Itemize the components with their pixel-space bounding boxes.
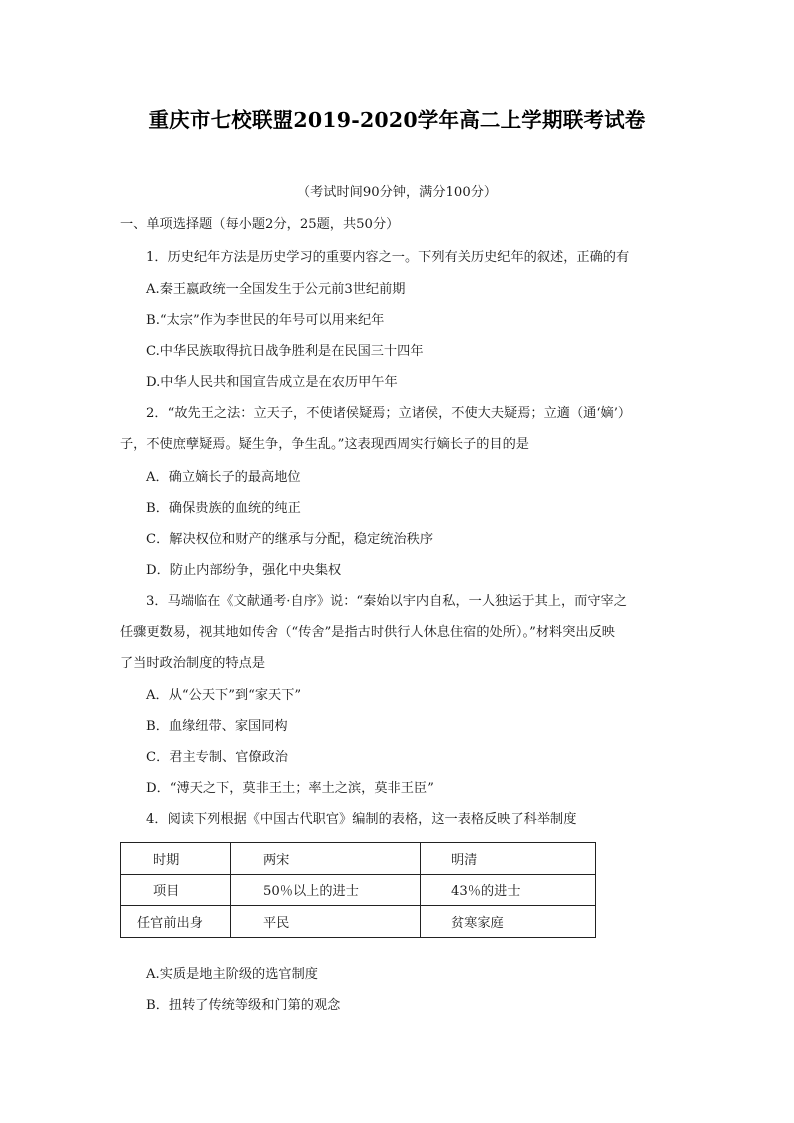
q1-option-b: B.“太宗”作为李世民的年号可以用来纪年 <box>146 313 385 328</box>
q3-option-a: A．从“公天下”到“家天下” <box>146 688 302 703</box>
table-cell: 项目 <box>121 874 231 906</box>
table-row <box>121 906 596 938</box>
table-header-cell: 两宋 <box>231 843 421 875</box>
q3-option-b: B．血缘纽带、家国同构 <box>146 719 288 734</box>
q2-option-a: A．确立嫡长子的最高地位 <box>146 470 301 485</box>
q2-option-c: C．解决权位和财产的继承与分配，稳定统治秩序 <box>146 532 434 547</box>
q4-table <box>120 842 596 938</box>
q1-stem: 1．历史纪年方法是历史学习的重要内容之一。下列有关历史纪年的叙述，正确的有 <box>146 250 630 265</box>
q2-stem-line1: 2．“故先王之法：立天子，不使诸侯疑焉；立诸侯，不使大夫疑焉；立適（通‘嫡’） <box>146 406 632 421</box>
table-row <box>121 874 596 906</box>
table-cell: 平民 <box>231 906 421 938</box>
q2-option-d: D．防止内部纷争，强化中央集权 <box>146 563 342 578</box>
table-header-row <box>121 843 596 875</box>
q4-stem: 4．阅读下列根据《中国古代职官》编制的表格，这一表格反映了科举制度 <box>146 812 577 827</box>
q1-option-d: D.中华人民共和国宣告成立是在农历甲午年 <box>146 375 398 390</box>
q1-option-a: A.秦王嬴政统一全国发生于公元前3世纪前期 <box>146 282 406 297</box>
table-cell: 43％的进士 <box>421 874 596 906</box>
table-cell: 50％以上的进士 <box>231 874 421 906</box>
q1-option-c: C.中华民族取得抗日战争胜利是在民国三十四年 <box>146 344 424 359</box>
q2-option-b: B．确保贵族的血统的纯正 <box>146 501 301 516</box>
table-header-cell: 明清 <box>421 843 596 875</box>
table-cell: 贫寒家庭 <box>421 906 596 938</box>
page-title: 重庆市七校联盟2019-2020学年高二上学期联考试卷 <box>148 108 646 132</box>
q3-stem-line2: 任骤更数易，视其地如传舍（“传舍”是指古时供行人休息住宿的处所）。”材料突出反映 <box>120 625 615 640</box>
exam-info: （考试时间90分钟，满分100分） <box>296 185 498 200</box>
q4-option-a: A.实质是地主阶级的选官制度 <box>146 967 318 982</box>
q2-stem-line2: 子，不使庶孽疑焉。疑生争，争生乱。”这表现西周实行嫡长子的目的是 <box>120 437 529 452</box>
q4-option-b: B．扭转了传统等级和门第的观念 <box>146 998 341 1013</box>
q3-option-d: D．“溥天之下，莫非王土；率土之滨，莫非王臣” <box>146 781 434 796</box>
q3-stem-line1: 3．马端临在《文献通考·自序》说：“秦始以宇内自私，一人独运于其上，而守宰之 <box>146 594 627 609</box>
q3-option-c: C．君主专制、官僚政治 <box>146 750 288 765</box>
table-cell: 任官前出身 <box>121 906 231 938</box>
table-header-cell: 时期 <box>121 843 231 875</box>
section-heading: 一、单项选择题（每小题2分，25题，共50分） <box>120 217 400 232</box>
q3-stem-line3: 了当时政治制度的特点是 <box>120 656 266 671</box>
